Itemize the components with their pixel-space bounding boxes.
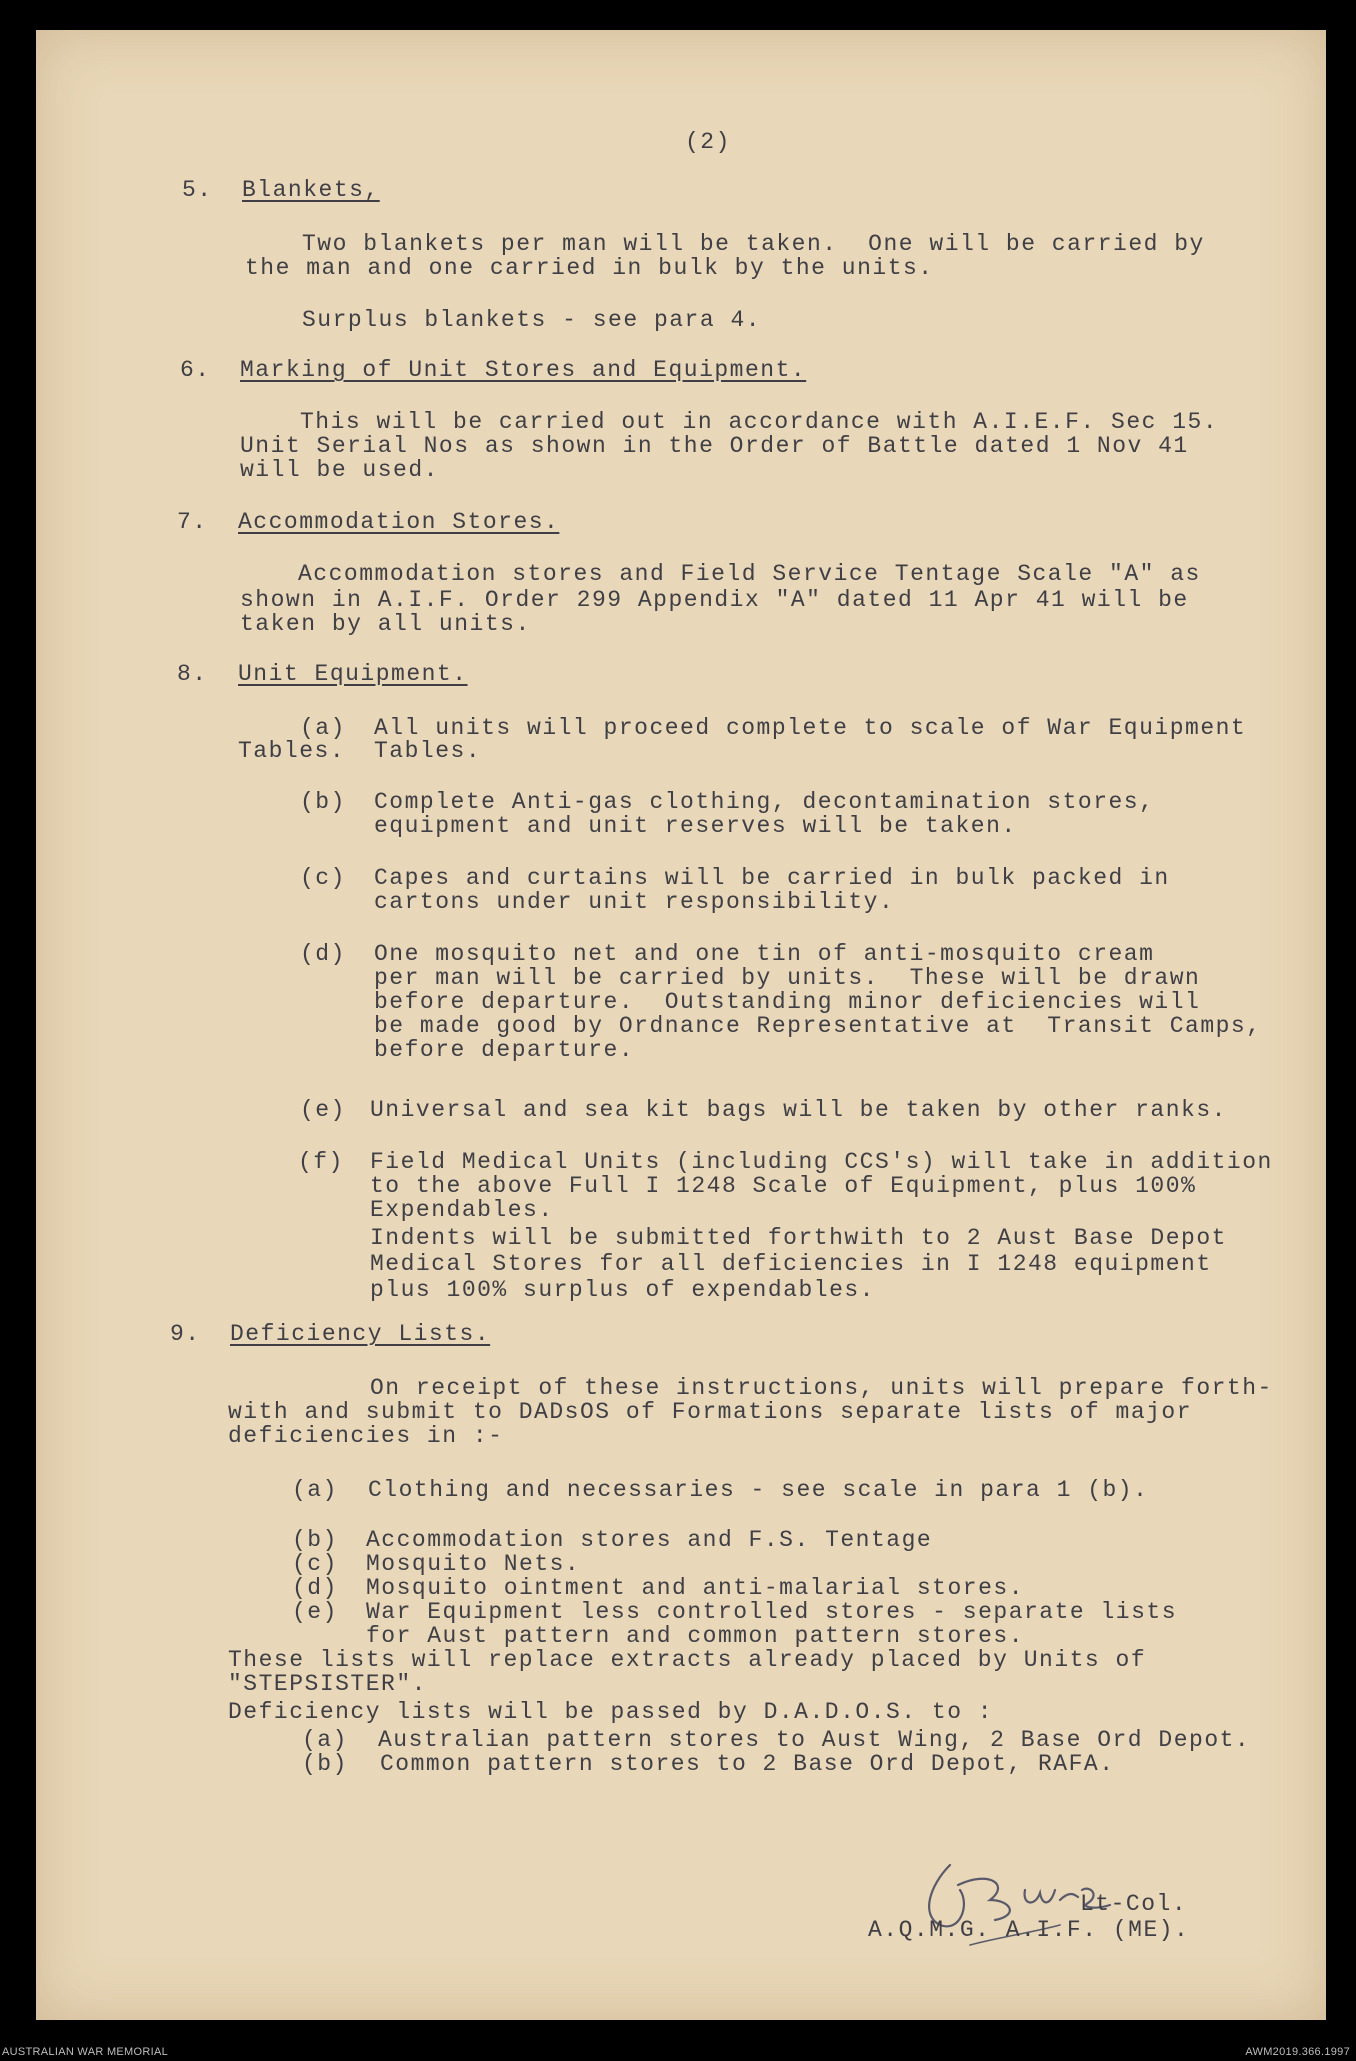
section-9-heading: Deficiency Lists.: [230, 1321, 491, 1347]
section-5-text-line: the man and one carried in bulk by the units.: [245, 255, 934, 281]
section-8-number: 8.: [177, 661, 208, 687]
item-9-pa-text: Australian pattern stores to Aust Wing, 2 Base Ord Depot.: [378, 1727, 1251, 1753]
section-6-text-line: This will be carried out in accordance with A.I.E.F. Sec 15.: [300, 409, 1219, 435]
item-9-pa-label: (a): [302, 1727, 348, 1753]
item-9-pb-text: Common pattern stores to 2 Base Ord Depot, RAFA.: [380, 1751, 1115, 1777]
item-8d-line: before departure. Outstanding minor deficiencies will: [374, 989, 1201, 1015]
section-5-number: 5.: [182, 177, 213, 203]
section-9-text-line: These lists will replace extracts already placed by Units of: [228, 1647, 1147, 1673]
item-9e-label: (e): [292, 1599, 338, 1625]
item-8c-label: (c): [300, 865, 346, 891]
section-7-text-line: taken by all units.: [240, 611, 531, 637]
item-8a-line: All units will proceed complete to scale of War Equipment: [374, 715, 1247, 741]
section-9-text-line: with and submit to DADsOS of Formations separate lists of major: [228, 1399, 1193, 1425]
item-9c-label: (c): [292, 1551, 338, 1577]
item-9a-text: Clothing and necessaries - see scale in para 1 (b).: [368, 1477, 1149, 1503]
item-9e-line: War Equipment less controlled stores - separate lists: [366, 1599, 1178, 1625]
item-8d-line: per man will be carried by units. These will be drawn: [374, 965, 1201, 991]
item-8d-line: One mosquito net and one tin of anti-mosquito cream: [374, 941, 1155, 967]
section-9-text-line: On receipt of these instructions, units will prepare forth-: [370, 1375, 1273, 1401]
item-8a-label: (a): [300, 715, 346, 741]
item-8c-line: cartons under unit responsibility.: [374, 889, 895, 915]
section-5-heading: Blankets,: [242, 177, 380, 203]
signatory-title: A.Q.M.G. A.I.F. (ME).: [868, 1917, 1190, 1943]
section-7-text-line: shown in A.I.F. Order 299 Appendix "A" dated 11 Apr 41 will be: [240, 587, 1189, 613]
item-9-pb-label: (b): [302, 1751, 348, 1777]
item-9d-label: (d): [292, 1575, 338, 1601]
page-number: (2): [685, 129, 731, 155]
item-8f-line: to the above Full I 1248 Scale of Equipment, plus 100%: [370, 1173, 1197, 1199]
section-9-text-line: deficiencies in :-: [228, 1423, 504, 1449]
item-9d-text: Mosquito ointment and anti-malarial stores.: [366, 1575, 1024, 1601]
item-8f-line: plus 100% surplus of expendables.: [370, 1277, 875, 1303]
item-9b-label: (b): [292, 1527, 338, 1553]
item-9c-text: Mosquito Nets.: [366, 1551, 581, 1577]
section-5-text-line: Two blankets per man will be taken. One will be carried by: [302, 231, 1205, 257]
item-8e-line: Universal and sea kit bags will be taken by other ranks.: [370, 1097, 1227, 1123]
item-8b-label: (b): [300, 789, 346, 815]
section-9-text-line: Deficiency lists will be passed by D.A.D.O.S. to :: [228, 1699, 994, 1725]
section-6-heading: Marking of Unit Stores and Equipment.: [240, 357, 807, 383]
item-8f-line: Medical Stores for all deficiencies in I 1248 equipment: [370, 1251, 1212, 1277]
section-5-surplus-line: Surplus blankets - see para 4.: [302, 307, 762, 333]
item-8b-line: equipment and unit reserves will be taken.: [374, 813, 1017, 839]
section-7-text-line: Accommodation stores and Field Service Tentage Scale "A" as: [298, 561, 1201, 587]
section-7-heading: Accommodation Stores.: [238, 509, 560, 535]
signatory-rank: Lt-Col.: [1080, 1891, 1188, 1917]
footer-institution: AUSTRALIAN WAR MEMORIAL: [2, 2046, 169, 2058]
section-6-number: 6.: [180, 357, 211, 383]
item-8c-line: Capes and curtains will be carried in bulk packed in: [374, 865, 1170, 891]
section-8-heading: Unit Equipment.: [238, 661, 468, 687]
section-6-text-line: Unit Serial Nos as shown in the Order of Battle dated 1 Nov 41: [240, 433, 1189, 459]
item-8f-label: (f): [298, 1149, 344, 1175]
item-8d-line: be made good by Ordnance Representative at Transit Camps,: [374, 1013, 1262, 1039]
item-8e-label: (e): [300, 1097, 346, 1123]
item-9b-text: Accommodation stores and F.S. Tentage: [366, 1527, 933, 1553]
section-6-text-line: will be used.: [240, 457, 439, 483]
item-9e-line: for Aust pattern and common pattern stores.: [366, 1623, 1024, 1649]
item-8d-label: (d): [300, 941, 346, 967]
footer-accession-number: AWM2019.366.1997: [1245, 2046, 1350, 2058]
item-8f-line: Field Medical Units (including CCS's) will take in addition: [370, 1149, 1273, 1175]
item-8a-line: Tables.: [374, 738, 482, 764]
item-8f-line: Indents will be submitted forthwith to 2 Aust Base Depot: [370, 1225, 1227, 1251]
item-8d-line: before departure.: [374, 1037, 635, 1063]
section-9-text-line: "STEPSISTER".: [228, 1671, 427, 1697]
item-8a-margin-text: Tables.: [238, 738, 346, 764]
item-8b-line: Complete Anti-gas clothing, decontamination stores,: [374, 789, 1155, 815]
item-8f-line: Expendables.: [370, 1197, 554, 1223]
section-7-number: 7.: [177, 509, 208, 535]
section-9-number: 9.: [170, 1321, 201, 1347]
item-9a-label: (a): [292, 1477, 338, 1503]
